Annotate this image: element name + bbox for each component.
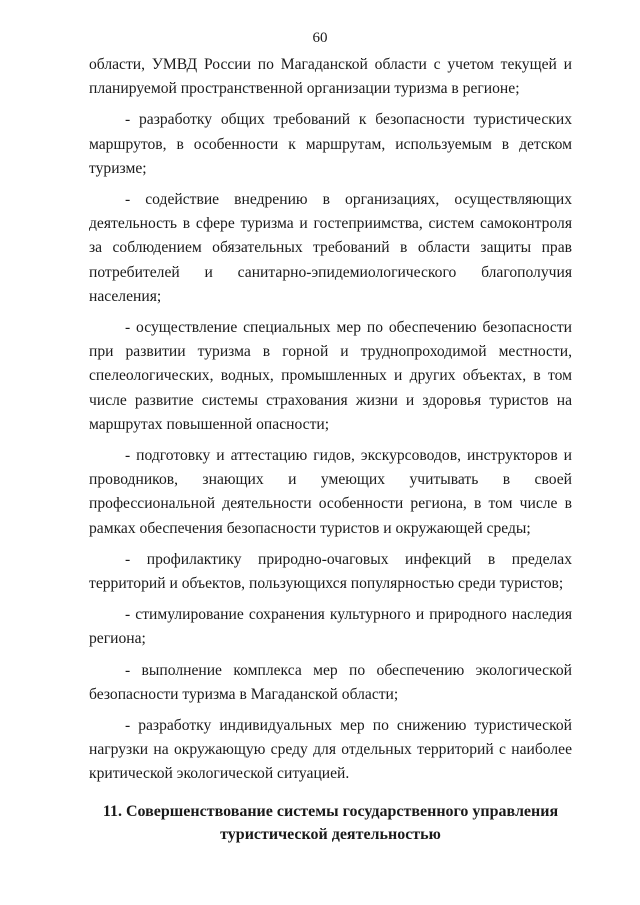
- list-item-heritage-preservation: - стимулирование сохранения культурного и природного наследия региона;: [89, 606, 572, 648]
- list-item-self-control-systems: - содействие внедрению в организациях, осуществляющих деятельность в сфере туризма и гостеприимства, систем самоконтроля за соблюдением обязательных требований в области защиты прав потребителей и санитарно-эпидемиологического благополучия населения;: [89, 191, 572, 305]
- section-heading-line-2: туристической деятельностью: [220, 826, 441, 843]
- list-item-guide-certification: - подготовку и аттестацию гидов, экскурсоводов, инструкторов и проводников, знающих и умеющих учитывать в своей профессиональной деятельности особенности региона, в том числе в рамках обеспечения безопасности туристов и окружающей среды;: [89, 447, 572, 537]
- section-heading-line-1: 11. Совершенствование системы государственного управления: [102, 803, 559, 820]
- paragraph-continuation: области, УМВД России по Магаданской области с учетом текущей и планируемой пространственной организации туризма в регионе;: [89, 56, 572, 98]
- list-item-special-safety-measures: - осуществление специальных мер по обеспечению безопасности при развитии туризма в горной и труднопроходимой местности, спелеологических, водных, промышленных и других объектах, в том числе развитие системы страхования жизни и здоровья туристов на маршрутах повышенной опасности;: [89, 319, 572, 433]
- list-item-infection-prevention: - профилактику природно-очаговых инфекций в пределах территорий и объектов, пользующихся популярностью среди туристов;: [89, 550, 572, 593]
- body-text: [89, 53, 572, 787]
- list-item-ecological-safety: - выполнение комплекса мер по обеспечению экологической безопасности туризма в Магаданской области;: [89, 661, 572, 703]
- page-number: 60: [312, 30, 328, 46]
- list-item-load-reduction: - разработку индивидуальных мер по снижению туристической нагрузки на окружающую среду для отдельных территорий с наиболее критической экологической ситуацией.: [89, 717, 572, 783]
- section-heading: [89, 800, 572, 846]
- list-item-safety-requirements: - разработку общих требований к безопасности туристических маршрутов, в особенности к маршрутам, используемым в детском туризме;: [89, 111, 572, 177]
